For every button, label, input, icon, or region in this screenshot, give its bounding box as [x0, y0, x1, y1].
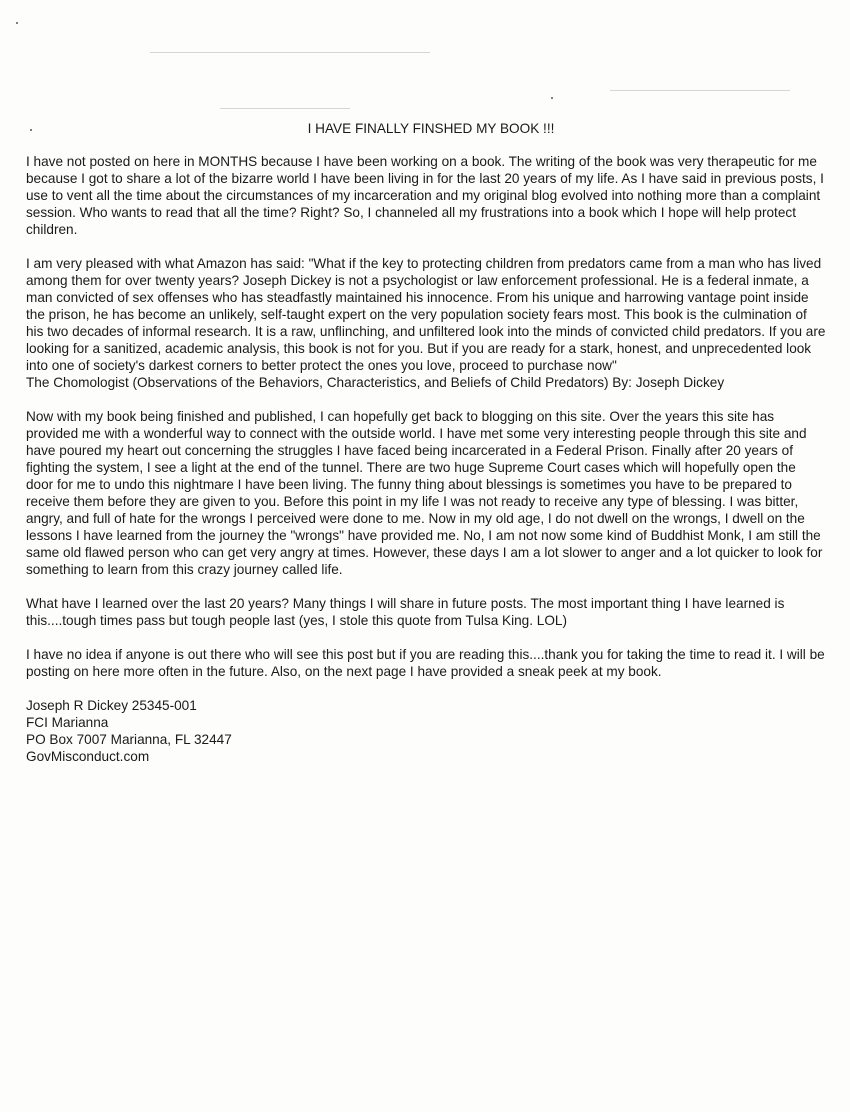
paragraph-intro: I have not posted on here in MONTHS because I have been working on a book. The writing of the book was very therapeutic for me because I got to share a lot of the bizarre world I have been living in for the last 20 years of my life. As I have said in previous posts, I use to vent all the time about the circumstances of my incarceration and my original blog evolved into nothing more than a complaint session. Who wants to read that all the time? Right? So, I channeled all my frustrations into a book which I hope will help protect children. [26, 154, 824, 237]
scan-artifact-line [220, 108, 350, 109]
signature-facility: FCI Marianna [26, 715, 109, 730]
signature-address: PO Box 7007 Marianna, FL 32447 [26, 732, 232, 747]
signature-website: GovMisconduct.com [26, 749, 150, 764]
scan-artifact-line [150, 52, 430, 53]
scan-artifact-dot [551, 97, 553, 99]
scan-artifact-line [610, 90, 790, 91]
signature-block [26, 697, 826, 765]
signature-name: Joseph R Dickey 25345-001 [26, 698, 197, 713]
document-title: I HAVE FINALLY FINSHED MY BOOK !!! [307, 121, 555, 136]
paragraph-amazon-quote: I am very pleased with what Amazon has said: "What if the key to protecting children from predators came from a man who has lived among them for over twenty years? Joseph Dickey is not a psychologist or law enforcement professional. He is a federal inmate, a man convicted of sex offenses who has steadfastly maintained his innocence. From his unique and harrowing vantage point inside the prison, he has become an unlikely, self-taught expert on the very population society fears most. This book is the culmination of his two decades of informal research. It is a raw, unflinching, and unfiltered look into the minds of convicted child predators. If you are looking for a sanitized, academic analysis, this book is not for you. But if you are ready for a stark, honest, and unprecedented look into one of society's darkest corners to better protect the ones you love, proceed to purchase now" [26, 256, 826, 373]
scan-artifact-dot [16, 22, 18, 24]
paragraph-closing: I have no idea if anyone is out there who will see this post but if you are reading this....thank you for taking the time to read it. I will be posting on here more often in the future. Also, on the next page I have provided a sneak peek at my book. [26, 647, 825, 679]
document-body [26, 120, 826, 765]
paragraph-lessons: What have I learned over the last 20 years? Many things I will share in future posts. The most important thing I have learned is this....tough times pass but tough people last (yes, I stole this quote from Tulsa King. LOL) [26, 596, 785, 628]
paragraph-blogging: Now with my book being finished and published, I can hopefully get back to blogging on this site. Over the years this site has provided me with a wonderful way to connect with the outside world. I have met some very interesting people through this site and have poured my heart out concerning the struggles I have faced being incarcerated in a Federal Prison. Finally after 20 years of fighting the system, I see a light at the end of the tunnel. There are two huge Supreme Court cases which will hopefully open the door for me to undo this nightmare I have been living. The funny thing about blessings is sometimes you have to be prepared to receive them before they are given to you. Before this point in my life I was not ready to receive any type of blessing. I was bitter, angry, and full of hate for the wrongs I perceived were done to me. Now in my old age, I do not dwell on the wrongs, I dwell on the lessons I have learned from the journey the "wrongs" have provided me. No, I am not now some kind of Buddhist Monk, I am still the same old flawed person who can get very angry at times. However, these days I am a lot slower to anger and a lot quicker to look for something to learn from this crazy journey called life. [26, 409, 823, 577]
book-title-line: The Chomologist (Observations of the Behaviors, Characteristics, and Beliefs of Child Predators) By: Joseph Dickey [26, 375, 725, 390]
